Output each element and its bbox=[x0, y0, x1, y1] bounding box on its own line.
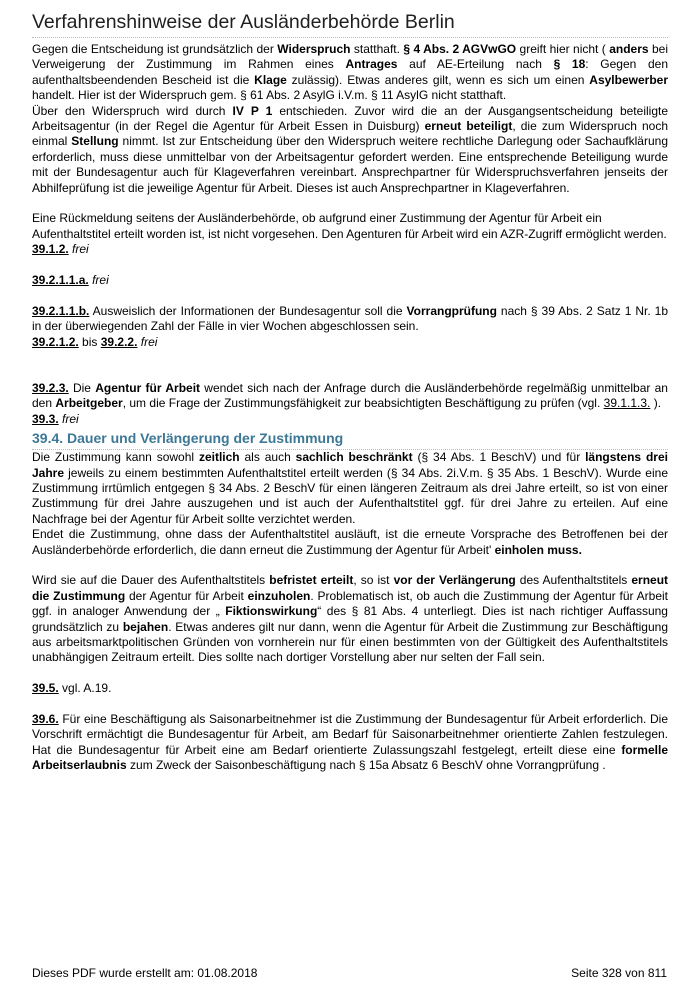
paragraph-zustimmung-ende: Endet die Zustimmung, ohne dass der Aufenthaltstitel ausläuft, ist die erneute Vorsprache des Betroffenen bei der Ausländerbehörde erforderlich, die dann erneut die Zustimmung der Agentur für Arbeit' einholen muss. bbox=[32, 527, 668, 557]
link-39-5[interactable]: 39.5. bbox=[32, 681, 59, 696]
document-body bbox=[32, 42, 668, 774]
section-heading-39-4: 39.4. Dauer und Verlängerung der Zustimmung bbox=[32, 429, 668, 450]
entry-39-2-3: 39.2.3. Die Agentur für Arbeit wendet sich nach der Anfrage durch die Ausländerbehörde regelmäßig unmittelbar an den Arbeitgeber, um die Frage der Zustimmungsfähigkeit zur beabsichtigten Beschäftigung zu prüfen (vgl. 39.1.1.3. ). bbox=[32, 380, 668, 411]
link-39-2-3[interactable]: 39.2.3. bbox=[32, 380, 69, 395]
paragraph-widerspruch-entscheidung: Über den Widerspruch wird durch IV P 1 entschieden. Zuvor wird die an der Ausgangsentscheidung beteiligte Arbeitsagentur (in der Regel die Agentur für Arbeit Essen in Duisburg) erneut beteiligt, die zum Widerspruch noch einmal Stellung nimmt. Ist zur Entscheidung über den Widerspruch weitere rechtliche Darlegung oder Sachaufklärung erforderlich, muss diese unmittelbar von der Arbeitsagentur gefordert werden. Eine entsprechende Beteiligung wurde mit der Bundesagentur auch für Klageverfahren vereinbart. Ansprechpartner für Widerspruchsverfahren jenseits der Abhilfeprüfung ist die jeweilige Agentur für Arbeit. Dieses ist auch Ansprechpartner in Klageverfahren. bbox=[32, 103, 669, 195]
link-39-2-1-1-a[interactable]: 39.2.1.1.a. bbox=[32, 273, 89, 288]
paragraph-zustimmung-dauer: Die Zustimmung kann sowohl zeitlich als auch sachlich beschränkt (§ 34 Abs. 1 BeschV) und für längstens drei Jahre jeweils zu einem bestimmten Aufenthaltstitel erteilt werden (§ 34 Abs. 2i.V.m. § 35 Abs. 1 BeschV). Wurde eine Zustimmung irrtümlich entgegen § 34 Abs. 2 BeschV für einen längeren Zeitraum als drei Jahre erteilt, so ist von einer Zustimmung für drei Jahre auszugehen und ist auch der Aufenthaltstitel ggf. für drei Jahre zu erteilen. Auf eine Nachfrage bei der Agentur für Arbeit sollte verzichtet werden. bbox=[32, 450, 668, 526]
entry-39-1-2: 39.1.2. frei bbox=[32, 242, 89, 257]
link-39-3[interactable]: 39.3. bbox=[32, 411, 59, 426]
link-39-6[interactable]: 39.6. bbox=[32, 711, 59, 726]
link-39-2-2[interactable]: 39.2.2. bbox=[100, 334, 138, 349]
entry-39-2-1-1-a: 39.2.1.1.a. frei bbox=[32, 273, 109, 288]
paragraph-verlaengerung: Wird sie auf die Dauer des Aufenthaltstitels befristet erteilt, so ist vor der Verlängerung des Aufenthaltstitels erneut die Zustimmung der Agentur für Arbeit einzuholen. Problematisch ist, ob auch die Zustimmung der Agentur für Arbeit ggf. in analoger Anwendung der „ Fiktionswirkung“ des § 81 Abs. 4 unterliegt. Dies ist nach richtiger Auffassung grundsätzlich zu bejahen. Etwas anderes gilt nur dann, wenn die Agentur für Arbeit die Zustimmung zur Beschäftigung aus arbeitsmarktpolitischen Gründen von vornherein nur für einen bestimmten von der Gültigkeit des Aufenthaltstitels unabhängigen Zeitraum erteilt. Dies sollte nach dortiger Vorstellung aber nur selten der Fall sein. bbox=[32, 573, 669, 665]
page-title: Verfahrenshinweise der Ausländerbehörde Berlin bbox=[32, 10, 668, 38]
entry-39-6: 39.6. Für eine Beschäftigung als Saisonarbeitnehmer ist die Zustimmung der Bundesagentur für Arbeit erforderlich. Die Vorschrift ermächtigt die Bundesagentur für Arbeit, am Bedarf für Saisonarbeitnehmer orientierte Zahlen festzulegen. Hat die Bundesagentur für Arbeit eine am Bedarf orientierte Zulassungszahl festgelegt, erteilt diese eine formelle Arbeitserlaubnis zum Zweck der Saisonbeschäftigung nach § 15a Absatz 6 BeschV ohne Vorrangprüfung . bbox=[32, 711, 668, 773]
entry-39-2-1-2: 39.2.1.2. bis 39.2.2. frei bbox=[32, 334, 158, 349]
link-39-2-1-2[interactable]: 39.2.1.2. bbox=[32, 334, 79, 349]
entry-39-5: 39.5. vgl. A.19. bbox=[32, 681, 112, 696]
link-39-1-1-3[interactable]: 39.1.1.3. bbox=[603, 396, 651, 411]
entry-39-2-1-1-b: 39.2.1.1.b. Ausweislich der Informationen der Bundesagentur soll die Vorrangprüfung nach § 39 Abs. 2 Satz 1 Nr. 1b in der überwiegenden Zahl der Fälle in vier Wochen abgeschlossen sein. bbox=[32, 303, 668, 334]
paragraph-widerspruch: Gegen die Entscheidung ist grundsätzlich der Widerspruch statthaft. § 4 Abs. 2 AGVwGO greift hier nicht ( anders bei Verweigerung der Zustimmung im Rahmen eines Antrages auf AE-Erteilung nach § 18: Gegen den aufenthaltsbeendenden Bescheid ist die Klage zulässig). Etwas anderes gilt, wenn es sich um einen Asylbewerber handelt. Hier ist der Widerspruch gem. § 61 Abs. 2 AsylG i.V.m. § 11 AsylG nicht statthaft. bbox=[32, 42, 669, 103]
link-39-2-1-1-b[interactable]: 39.2.1.1.b. bbox=[32, 303, 90, 318]
paragraph-rueckmeldung: Eine Rückmeldung seitens der Ausländerbehörde, ob aufgrund einer Zustimmung der Agentur für Arbeit ein Aufenthaltstitel erteilt worden ist, ist nicht vorgesehen. Den Agenturen für Arbeit wird ein AZR-Zugriff ermöglicht werden. bbox=[32, 211, 667, 241]
entry-39-3: 39.3. frei bbox=[32, 411, 79, 426]
footer-created-date: Dieses PDF wurde erstellt am: 01.08.2018 bbox=[32, 966, 258, 980]
link-39-1-2[interactable]: 39.1.2. bbox=[32, 242, 69, 257]
footer-page-number: Seite 328 von 811 bbox=[571, 966, 667, 980]
